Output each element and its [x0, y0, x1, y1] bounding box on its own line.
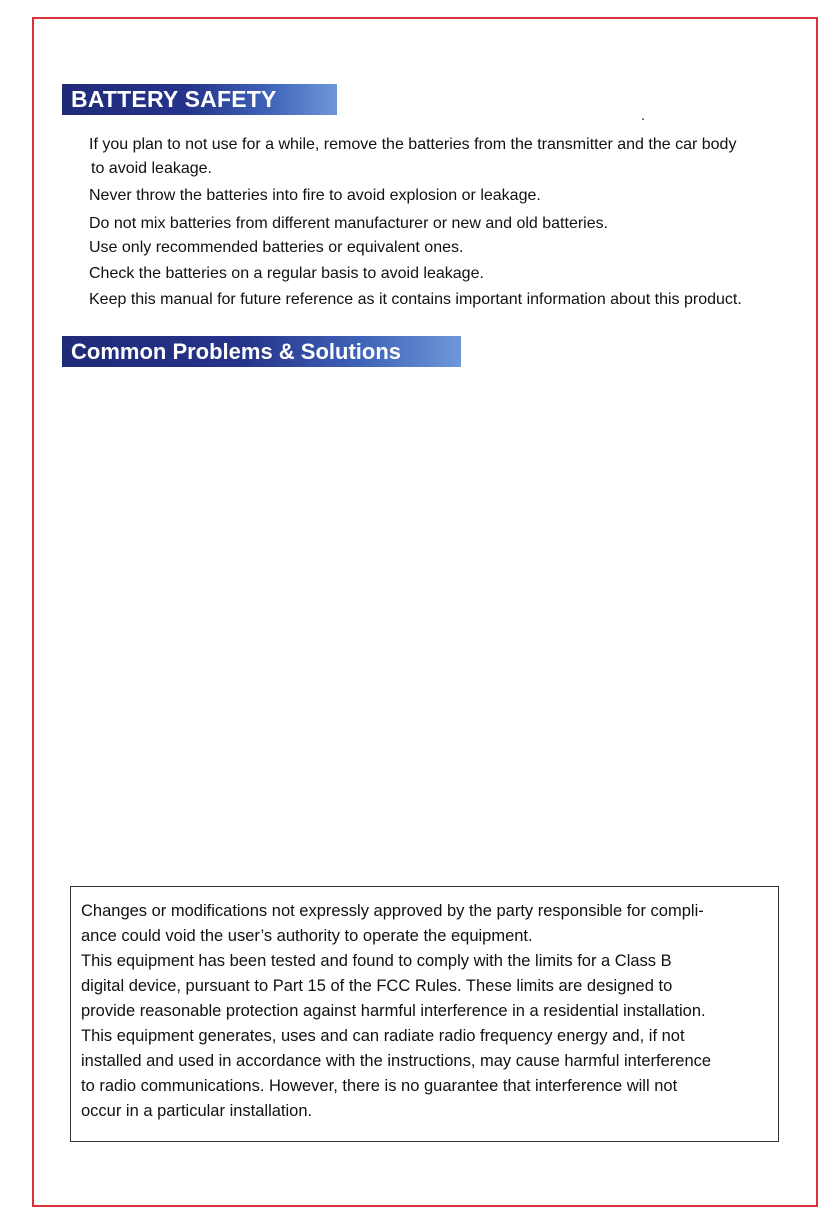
common-problems-heading: Common Problems & Solutions: [62, 336, 461, 367]
battery-safety-line: Never throw the batteries into fire to avoid explosion or leakage.: [89, 187, 541, 204]
fcc-notice-line: This equipment has been tested and found to comply with the limits for a Class B: [81, 952, 672, 970]
fcc-notice-box: [70, 886, 779, 1142]
battery-safety-line: to avoid leakage.: [91, 160, 212, 177]
fcc-notice-line: occur in a particular installation.: [81, 1102, 313, 1120]
battery-safety-line: If you plan to not use for a while, remove the batteries from the transmitter and the car body: [89, 136, 737, 153]
fcc-notice-line: installed and used in accordance with the instructions, may cause harmful interference: [81, 1052, 712, 1070]
fcc-notice-line: to radio communications. However, there is no guarantee that interference will not: [81, 1077, 678, 1095]
battery-safety-heading: BATTERY SAFETY: [62, 84, 337, 115]
fcc-notice-line: digital device, pursuant to Part 15 of the FCC Rules. These limits are designed to: [81, 977, 673, 995]
battery-safety-line: Check the batteries on a regular basis to avoid leakage.: [89, 265, 484, 282]
battery-safety-line: Do not mix batteries from different manufacturer or new and old batteries.: [89, 215, 609, 232]
fcc-notice-line: Changes or modifications not expressly approved by the party responsible for compli-: [81, 902, 704, 920]
fcc-notice-line: ance could void the user’s authority to operate the equipment.: [81, 927, 533, 945]
fcc-notice-line: provide reasonable protection against harmful interference in a residential installation.: [81, 1002, 706, 1020]
battery-safety-line: Keep this manual for future reference as it contains important information about this product.: [89, 291, 742, 308]
battery-safety-line: Use only recommended batteries or equivalent ones.: [89, 239, 464, 256]
stray-dot: .: [641, 107, 645, 123]
fcc-notice-line: This equipment generates, uses and can radiate radio frequency energy and, if not: [81, 1027, 685, 1045]
